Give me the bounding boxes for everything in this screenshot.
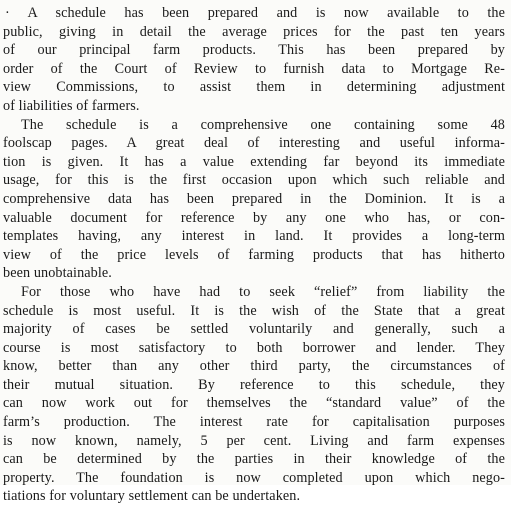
paragraph-relief-settlement: [3, 283, 505, 506]
text-line: of liabilities of farmers.: [3, 97, 140, 114]
text-line: tiations for voluntary settlement can be undertaken.: [3, 488, 301, 505]
text-line: usage, for this is the first occasion upon which such reliable and: [3, 172, 505, 189]
text-line: is now known, namely, 5 per cent. Living and farm expenses: [3, 432, 505, 449]
paragraph-schedule-announcement: [3, 4, 505, 116]
text-line: public, giving in detail the average prices for the past ten years: [3, 23, 505, 40]
text-line: comprehensive data has been prepared in the Dominion. It is a: [3, 190, 505, 207]
text-line: The schedule is a comprehensive one containing some 48: [21, 116, 505, 133]
text-line: tion is given. It has a value extending far beyond its immediate: [3, 153, 505, 170]
text-line: their mutual situation. By reference to this schedule, they: [3, 376, 505, 393]
text-line: order of the Court of Review to furnish data to Mortgage Re-: [3, 60, 505, 77]
text-line: schedule is most useful. It is the wish of the State that a great: [3, 302, 505, 319]
text-line: know, better than any other third party, the circumstances of: [3, 358, 505, 375]
text-line: can be determined by the parties in their knowledge of the: [3, 451, 505, 468]
text-line: templates having, any interest in land. It provides a long-term: [3, 228, 505, 245]
text-line: view Commissions, to assist them in determining adjustment: [3, 79, 505, 96]
text-line: For those who have had to seek “relief” from liability the: [21, 283, 505, 300]
text-line: of our principal farm products. This has been prepared by: [3, 42, 505, 59]
text-line: course is most satisfactory to both borrower and lender. They: [3, 339, 505, 356]
text-line: valuable document for reference by any one who has, or con-: [3, 209, 505, 226]
paragraph-schedule-description: [3, 116, 505, 283]
text-line: property. The foundation is now completed upon which nego-: [3, 469, 505, 486]
text-line: foolscap pages. A great deal of interesting and useful informa-: [3, 135, 505, 152]
text-line: been unobtainable.: [3, 265, 112, 282]
text-line: majority of cases be settled voluntarily and generally, such a: [3, 321, 505, 338]
text-line: view of the price levels of farming products that has hitherto: [3, 246, 505, 263]
text-line: · A schedule has been prepared and is now available to the: [5, 5, 505, 21]
text-line: can now work out for themselves the “standard value” of the: [3, 395, 505, 412]
text-line: farm’s production. The interest rate for capitalisation purposes: [3, 414, 505, 431]
